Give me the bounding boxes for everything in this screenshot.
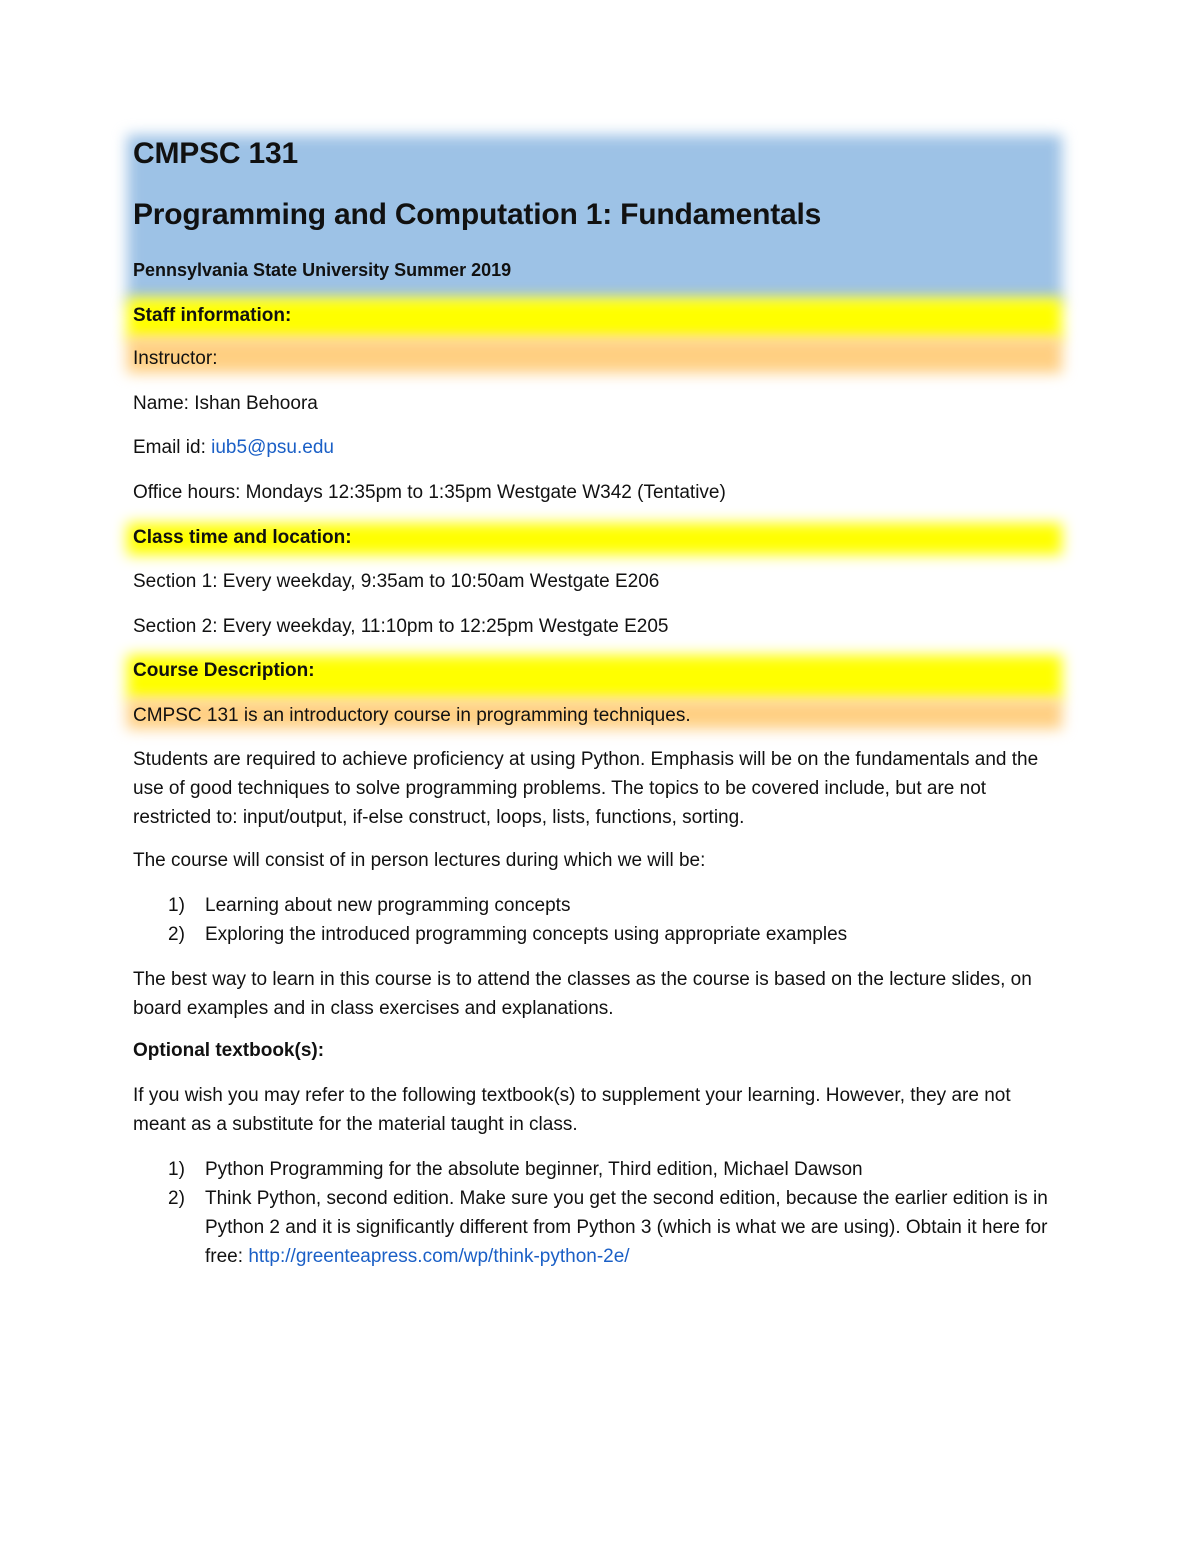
list-number: 1) [168,1159,185,1180]
description-paragraph-2: The course will consist of in person lectures during which we will be: [133,850,706,871]
instructor-highlight [127,337,1062,373]
office-hours: Office hours: Mondays 12:35pm to 1:35pm Westgate W342 (Tentative) [133,482,726,503]
course-code: CMPSC 131 [133,137,298,170]
section-2: Section 2: Every weekday, 11:10pm to 12:25pm Westgate E205 [133,616,669,637]
instructor-email [133,436,334,460]
instructor-label: Instructor: [133,348,218,369]
list-item [168,1184,1058,1271]
list-number: 1) [168,895,185,916]
textbooks-intro: If you wish you may refer to the following textbook(s) to supplement your learning. However, they are not meant as a substitute for the material taught in class. [133,1085,1011,1135]
list-number: 2) [168,924,185,945]
think-python-link[interactable]: http://greenteapress.com/wp/think-python-2e/ [248,1246,630,1267]
description-intro: CMPSC 131 is an introductory course in programming techniques. [133,705,691,726]
section-1: Section 1: Every weekday, 9:35am to 10:50am Westgate E206 [133,571,660,592]
description-heading: Course Description: [133,660,315,681]
description-paragraph-1: Students are required to achieve proficiency at using Python. Emphasis will be on the fundamentals and the use of good techniques to solve programming problems. The topics to be covered include, but are not restricted to: input/output, if-else construct, loops, lists, functions, sorting. [133,749,1039,828]
description-paragraph-3: The best way to learn in this course is to attend the classes as the course is based on the lecture slides, on board examples and in class exercises and explanations. [133,969,1032,1019]
email-label: Email id: [133,437,212,458]
list-text: Think Python, second edition. Make sure you get the second edition, because the earlier edition is in Python 2 and it is significantly different from Python 3 (which is what we are using). Obtain it here for free: [205,1188,1048,1267]
class-time-heading: Class time and location: [133,527,352,548]
textbooks-list [168,1155,1058,1271]
list-number: 2) [168,1188,185,1209]
list-text: Exploring the introduced programming concepts using appropriate examples [205,924,848,945]
list-text: Python Programming for the absolute beginner, Third edition, Michael Dawson [205,1159,863,1180]
list-item [168,920,1058,949]
textbooks-heading: Optional textbook(s): [133,1040,325,1061]
list-item [168,891,1058,920]
lecture-activities-list [168,891,1058,949]
course-title: Programming and Computation 1: Fundamentals [133,198,822,231]
course-term: Pennsylvania State University Summer 2019 [133,260,512,280]
instructor-name: Name: Ishan Behoora [133,393,318,414]
list-text: Learning about new programming concepts [205,895,571,916]
email-link[interactable]: iub5@psu.edu [211,437,334,458]
list-item [168,1155,1058,1184]
staff-heading: Staff information: [133,305,292,326]
